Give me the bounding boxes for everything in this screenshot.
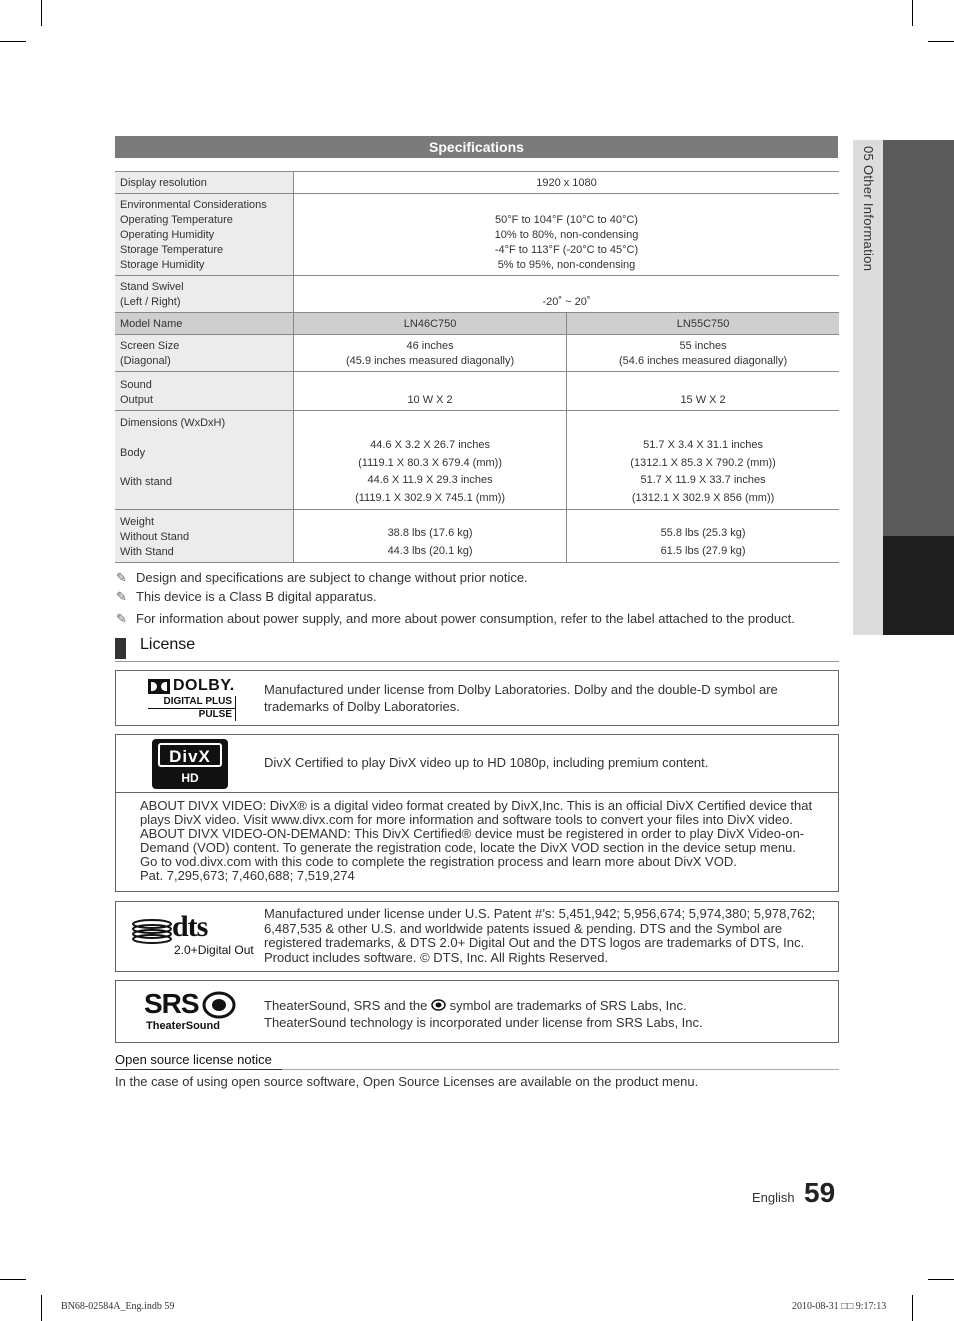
sound-a: 10 W X 2: [294, 372, 567, 411]
dolby-logo: DOLBY. DIGITAL PLUS PULSE: [148, 677, 236, 721]
swivel-value: -20˚ ~ 20˚: [294, 276, 840, 313]
crop-mark: [928, 41, 954, 42]
table-row: [115, 510, 839, 563]
environment-values: 50°F to 104°F (10°C to 40°C) 10% to 80%, non-condensing -4°F to 113°F (-20°C to 45°C) 5% to 95%, non-condensing: [294, 194, 840, 276]
chapter-tab-active: [883, 536, 954, 635]
section-marker: [115, 638, 126, 659]
weight-a: 38.8 lbs (17.6 kg) 44.3 lbs (20.1 kg): [294, 510, 567, 563]
dts-disc-icon: [132, 918, 172, 944]
srs-license-text: TheaterSound, SRS and the symbol are trademarks of SRS Labs, Inc. TheaterSound technology is incorporated under license from SRS Labs, Inc.: [264, 998, 703, 1030]
license-title: License: [140, 636, 196, 653]
screen-size-b: 55 inches (54.6 inches measured diagonally): [567, 335, 839, 372]
screen-size-labels: Screen Size (Diagonal): [115, 335, 294, 372]
srs-license-box: [115, 980, 839, 1043]
dts-license-text: Manufactured under license under U.S. Patent #’s: 5,451,942; 5,956,674; 5,974,380; 5,978,762; 6,487,535 & other U.S. and worldwide patents issued & pending. DTS and the Symbol are registered trademarks, & DTS 2.0+ Digital Out and the DTS logos are trademarks of DTS, Inc. Product includes software. © DTS, Inc. All Rights Reserved.: [264, 906, 816, 965]
table-row: [115, 335, 839, 372]
sound-b: 15 W X 2: [567, 372, 839, 411]
double-d-icon: [148, 679, 170, 694]
table-row: [115, 372, 839, 411]
table-row: [115, 411, 839, 510]
crop-mark: [928, 1279, 954, 1280]
srs-logo: SRS TheaterSound: [144, 989, 240, 1035]
weight-b: 55.8 lbs (25.3 kg) 61.5 lbs (27.9 kg): [567, 510, 839, 563]
table-row: [115, 194, 839, 276]
environment-labels: Environmental Considerations Operating Temperature Operating Humidity Storage Temperature Storage Humidity: [115, 194, 294, 276]
crop-mark: [912, 1295, 913, 1321]
model-a: LN46C750: [294, 313, 567, 335]
sound-labels: Sound Output: [115, 372, 294, 411]
divx-license-box: [115, 734, 839, 892]
model-name-label: Model Name: [115, 313, 294, 335]
footer-timestamp: 2010-08-31 □□ 9:17:13: [792, 1301, 887, 1312]
dts-logo: dts 2.0+Digital Out: [132, 914, 250, 964]
crop-mark: [41, 1295, 42, 1321]
chapter-tab-dark: [883, 140, 954, 536]
pencil-icon: ✎: [116, 570, 127, 585]
crop-mark: [912, 0, 913, 26]
dolby-license-box: [115, 670, 839, 726]
specifications-title: Specifications: [115, 136, 838, 158]
pencil-icon: ✎: [116, 589, 127, 604]
crop-mark: [0, 1279, 26, 1280]
swivel-labels: Stand Swivel (Left / Right): [115, 276, 294, 313]
pencil-icon: ✎: [116, 611, 127, 626]
page-number: 59: [804, 1177, 836, 1208]
model-b: LN55C750: [567, 313, 839, 335]
table-row: [115, 313, 839, 335]
open-source-title: Open source license notice: [115, 1052, 272, 1067]
heading-underline: [115, 1069, 282, 1070]
dts-license-box: [115, 901, 839, 972]
crop-mark: [0, 41, 26, 42]
srs-circle-icon: [202, 991, 236, 1019]
page-language: English: [752, 1190, 795, 1205]
dimensions-b: 51.7 X 3.4 X 31.1 inches (1312.1 X 85.3 X 790.2 (mm)) 51.7 X 11.9 X 33.7 inches (1312.1 X 302.9 X 856 (mm)): [567, 411, 839, 510]
divx-logo: DivX HD: [152, 739, 228, 789]
table-row: [115, 276, 839, 313]
display-resolution-value: 1920 x 1080: [294, 172, 840, 194]
chapter-tab-label: 05 Other Information: [861, 146, 876, 272]
weight-labels: Weight Without Stand With Stand: [115, 510, 294, 563]
note: ✎ This device is a Class B digital apparatus.: [116, 589, 377, 604]
divider: [116, 792, 838, 793]
srs-symbol-icon: [431, 999, 446, 1011]
dolby-license-text: Manufactured under license from Dolby Laboratories. Dolby and the double-D symbol are trademarks of Dolby Laboratories.: [264, 682, 778, 714]
dimensions-labels: Dimensions (WxDxH) Body With stand: [115, 411, 294, 510]
dimensions-a: 44.6 X 3.2 X 26.7 inches (1119.1 X 80.3 X 679.4 (mm)) 44.6 X 11.9 X 29.3 inches (1119.1 X 302.9 X 745.1 (mm)): [294, 411, 567, 510]
display-resolution-label: Display resolution: [115, 172, 294, 194]
open-source-text: In the case of using open source software, Open Source Licenses are available on the product menu.: [115, 1074, 699, 1089]
divider: [115, 661, 839, 662]
specifications-table: [115, 171, 839, 563]
note: ✎ Design and specifications are subject to change without prior notice.: [116, 570, 528, 585]
divx-license-text: DivX Certified to play DivX video up to HD 1080p, including premium content.: [264, 755, 709, 770]
screen-size-a: 46 inches (45.9 inches measured diagonally): [294, 335, 567, 372]
note: ✎ For information about power supply, and more about power consumption, refer to the label attached to the product.: [116, 611, 795, 626]
crop-mark: [41, 0, 42, 26]
footer-file: BN68-02584A_Eng.indb 59: [61, 1301, 175, 1312]
table-row: [115, 172, 839, 194]
divx-about-text: ABOUT DIVX VIDEO: DivX® is a digital video format created by DivX,Inc. This is an official DivX Certified device that plays DivX video. Visit www.divx.com for more information and software tools to convert your files into DivX video. ABOUT DIVX VIDEO-ON-DEMAND: This DivX Certified® device must be registered in order to play DivX Video-on- Demand (VOD) content. To generate the registration code, locate the DivX VOD section in the device setup menu. Go to vod.divx.com with this code to complete the registration process and learn more about DivX VOD. Pat. 7,295,673; 7,460,688; 7,519,274: [140, 798, 813, 883]
